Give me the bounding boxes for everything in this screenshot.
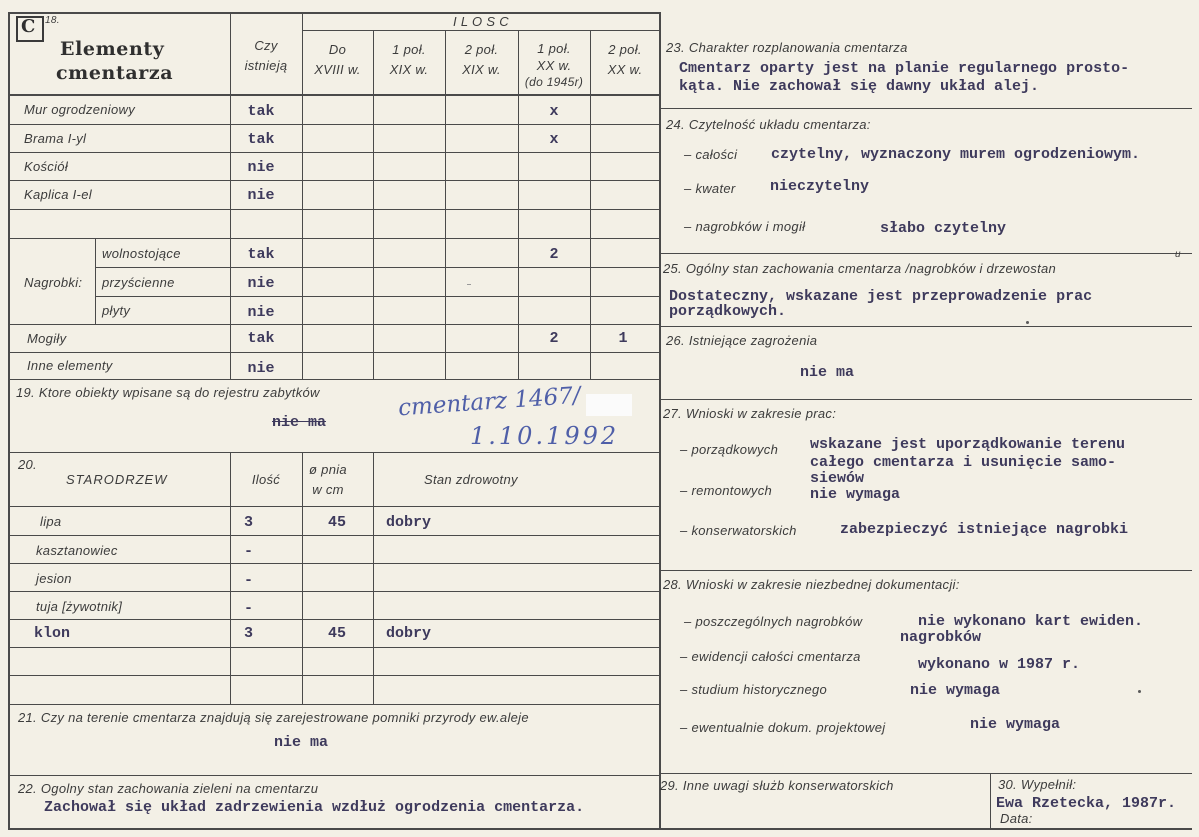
s22-value: Zachował się układ zadrzewienia wzdłuż ogrodzenia cmentarza. <box>44 799 585 816</box>
col-line <box>445 30 446 379</box>
s19-label: 19. Ktore obiekty wpisane są do rejestru zabytków <box>16 385 320 400</box>
exists-value: nie <box>247 187 275 204</box>
tree-count: - <box>244 543 254 560</box>
tree-health: dobry <box>386 514 432 531</box>
s28-value: wykonano w 1987 r. <box>918 656 1081 673</box>
right-line <box>660 253 1192 254</box>
exists-value: nie <box>247 275 275 292</box>
row-label: przyścienne <box>102 275 175 290</box>
s27-kons-key: – konserwatorskich <box>680 523 797 538</box>
s30-value: Ewa Rzetecka, 1987r. <box>996 795 1177 812</box>
tree-name: klon <box>34 625 71 642</box>
tree-name: tuja [żywotnik] <box>36 599 123 614</box>
s20-col-health: Stan zdrowotny <box>424 472 518 487</box>
row-label: Mogiły <box>27 331 67 346</box>
elements-title-1: Elementy <box>60 38 165 60</box>
right-line <box>660 108 1192 109</box>
s26-value: nie ma <box>800 364 855 381</box>
frame-bottom <box>8 828 1192 830</box>
period-4-b: XX w. <box>536 58 572 73</box>
s20-bottom <box>8 704 660 705</box>
elements-title-2: cmentarza <box>56 62 174 84</box>
nagrobki-col-line <box>95 238 96 324</box>
s20-col-tree: STARODRZEW <box>66 472 168 487</box>
exists-value: tak <box>247 103 275 120</box>
s27-porz-line3: siewów <box>810 470 865 487</box>
s22-top <box>8 775 660 776</box>
s27-kons-value: zabezpieczyć istniejące nagrobki <box>840 521 1129 538</box>
tree-health: dobry <box>386 625 432 642</box>
s20-col-pnia-2: w cm <box>312 482 344 497</box>
period-value: x <box>549 103 559 120</box>
s27-rem-key: – remontowych <box>680 483 773 498</box>
s19-handwritten-register: cmentarz 1467/ <box>397 382 582 422</box>
period-1-a: Do <box>328 42 347 57</box>
row-line <box>8 324 660 325</box>
exists-value: tak <box>247 246 275 263</box>
s21-label: 21. Czy na terenie cmentarza znajdują się zarejestrowane pomniki przyrody ew.aleje <box>18 710 529 725</box>
s20-header-bottom <box>8 506 660 507</box>
s29-label: 29. Inne uwagi służb konserwatorskich <box>660 778 894 793</box>
s24-value: słabo czytelny <box>880 220 1007 237</box>
s20-row-line <box>8 535 660 536</box>
row-label: płyty <box>102 303 131 318</box>
s28-value: nie wykonano kart ewiden. <box>918 613 1144 630</box>
period-3-b: XIX w. <box>462 62 501 77</box>
s23-line1: Cmentarz oparty jest na planie regularnego prosto- <box>679 60 1130 77</box>
s25-label: 25. Ogólny stan zachowania cmentarza /nagrobków i drzewostan <box>663 261 1057 276</box>
period-2-a: 1 poł. <box>392 42 426 57</box>
row-line <box>8 152 660 153</box>
period-3-a: 2 poł. <box>464 42 499 57</box>
period-2-b: XIX w. <box>389 62 429 77</box>
row-label: wolnostojące <box>102 246 181 261</box>
s28-key: – ewentualnie dokum. projektowej <box>680 720 886 735</box>
s19-handwritten-date: 1.10.1992 <box>470 422 620 450</box>
s28-extra: nagrobków <box>900 629 982 646</box>
s28-key: – poszczególnych nagrobków <box>684 614 863 629</box>
row-line <box>8 180 660 181</box>
exists-value: tak <box>247 330 275 347</box>
s19-value: nie ma <box>272 414 327 431</box>
s20-col-line <box>373 452 374 704</box>
tree-count: 3 <box>244 514 254 531</box>
exists-value: nie <box>247 304 275 321</box>
period-1-b: XVIII w. <box>314 62 361 77</box>
tree-name: jesion <box>36 571 72 586</box>
col-exists-line1: Czy <box>254 38 278 53</box>
table-bottom <box>8 379 660 380</box>
s27-porz-line2: całego cmentarza i usunięcie samo- <box>810 454 1117 471</box>
period-header-4 <box>518 40 590 91</box>
row-line <box>95 296 660 297</box>
s24-key: – kwater <box>684 181 736 196</box>
col-line <box>590 30 591 379</box>
s21-value: nie ma <box>274 734 329 751</box>
period-value: 1 <box>618 330 628 347</box>
right-line <box>660 326 1192 327</box>
s22-label: 22. Ogolny stan zachowania zieleni na cmentarzu <box>18 781 319 796</box>
col-exists-header <box>230 36 302 76</box>
row-line <box>8 352 660 353</box>
s20-top <box>8 452 660 453</box>
exists-value: tak <box>247 131 275 148</box>
s20-col-pnia <box>302 460 354 500</box>
period-header-1 <box>302 40 373 80</box>
row-label: Kościół <box>24 159 69 174</box>
row-label: Brama I-yl <box>24 131 87 146</box>
period-value: x <box>549 131 559 148</box>
corner-letter: C <box>21 16 36 37</box>
period-5-b: XX w. <box>607 62 643 77</box>
s20-number: 20. <box>18 457 37 472</box>
tree-name: lipa <box>40 514 62 529</box>
s28-value: nie wymaga <box>970 716 1061 733</box>
ilosc-underline <box>302 30 660 31</box>
period-value: 2 <box>549 246 559 263</box>
right-line <box>660 570 1192 571</box>
s25-superscript: u <box>1175 249 1181 260</box>
col-line <box>373 30 374 379</box>
pencil-mark <box>467 284 471 285</box>
row-line <box>8 209 660 210</box>
period-header-5 <box>590 40 660 80</box>
period-header-3 <box>445 40 518 80</box>
redaction-patch <box>586 394 632 416</box>
s20-row-line <box>8 619 660 620</box>
period-4-a: 1 poł. <box>537 41 571 56</box>
s20-col-count: Ilość <box>251 472 281 487</box>
header-bottom <box>8 94 660 96</box>
right-line <box>660 773 1192 774</box>
tree-name: kasztanowiec <box>36 543 118 558</box>
col-exists-line2: istnieją <box>244 58 288 73</box>
ilosc-header: I L O S C <box>453 14 509 29</box>
exists-value: nie <box>247 159 275 176</box>
s30-label: 30. Wypełnił: <box>998 777 1077 792</box>
s24-label: 24. Czytelność układu cmentarza: <box>666 117 871 132</box>
s28-label: 28. Wnioski w zakresie niezbednej dokumentacji: <box>663 577 960 592</box>
frame-left <box>8 12 10 828</box>
s29-s30-divider <box>990 773 991 829</box>
row-line <box>95 267 660 268</box>
period-header-2 <box>373 40 445 80</box>
s23-label: 23. Charakter rozplanowania cmentarza <box>666 40 908 55</box>
s27-porz-key: – porządkowych <box>680 442 779 457</box>
s28-key: – studium historycznego <box>680 682 828 697</box>
s20-row-line <box>8 647 660 648</box>
s24-key: – nagrobków i mogił <box>684 219 806 234</box>
s25-line2: porządkowych. <box>669 303 787 320</box>
s30-date: Data: <box>1000 811 1033 826</box>
s20-col-pnia-1: ø pnia <box>309 462 347 477</box>
s27-porz-line1: wskazane jest uporządkowanie terenu <box>810 436 1126 453</box>
corner-number: 18. <box>45 15 60 26</box>
s28-key: – ewidencji całości cmentarza <box>680 649 861 664</box>
s28-value: nie wymaga <box>910 682 1001 699</box>
s24-key: – całości <box>684 147 738 162</box>
tree-count: 3 <box>244 625 254 642</box>
tree-count: - <box>244 572 254 589</box>
s24-value: nieczytelny <box>770 178 870 195</box>
s20-row-line <box>8 591 660 592</box>
right-line <box>660 399 1192 400</box>
nagrobki-label: Nagrobki: <box>24 275 83 290</box>
ink-dot <box>1138 690 1141 693</box>
s20-row-line <box>8 675 660 676</box>
row-label: Inne elementy <box>27 358 113 373</box>
period-4-c: (do 1945r) <box>524 75 584 89</box>
center-divider <box>659 12 661 830</box>
tree-count: - <box>244 600 254 617</box>
s20-col-line <box>230 452 231 704</box>
ink-dot <box>1026 321 1029 324</box>
s23-line2: kąta. Nie zachował się dawny układ alej. <box>679 78 1040 95</box>
row-label: Mur ogrodzeniowy <box>24 102 136 117</box>
row-label: Kaplica I-el <box>24 187 92 202</box>
row-line <box>8 238 660 239</box>
s26-label: 26. Istniejące zagrożenia <box>666 333 818 348</box>
exists-value: nie <box>247 360 275 377</box>
period-5-a: 2 poł. <box>608 42 642 57</box>
period-value: 2 <box>549 330 559 347</box>
row-line <box>8 124 660 125</box>
s27-label: 27. Wnioski w zakresie prac: <box>663 406 837 421</box>
s25-line1: Dostateczny, wskazane jest przeprowadzenie prac <box>669 288 1093 305</box>
tree-diameter: 45 <box>328 625 347 642</box>
tree-diameter: 45 <box>328 514 347 531</box>
s20-row-line <box>8 563 660 564</box>
s27-rem-value: nie wymaga <box>810 486 901 503</box>
s24-value: czytelny, wyznaczony murem ogrodzeniowym. <box>771 146 1141 163</box>
